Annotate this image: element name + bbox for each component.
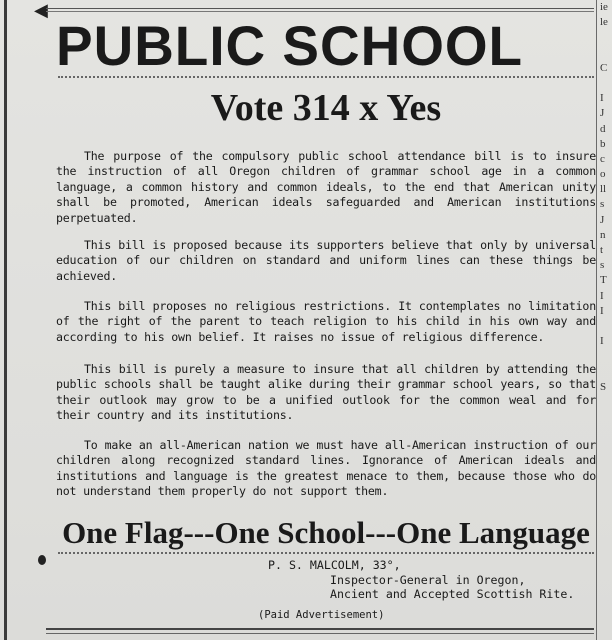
column-fragment bbox=[600, 440, 612, 455]
column-fragment bbox=[600, 562, 612, 577]
column-fragment: le bbox=[600, 16, 608, 29]
top-rule bbox=[46, 8, 594, 9]
column-fragment bbox=[600, 410, 612, 425]
signature-organization: Ancient and Accepted Scottish Rite. bbox=[330, 587, 575, 601]
top-rule-secondary bbox=[46, 11, 594, 12]
column-fragment: I bbox=[600, 304, 604, 317]
column-fragment: n bbox=[600, 228, 606, 241]
column-fragment: I bbox=[600, 289, 604, 302]
adjacent-column-fragments bbox=[600, 0, 612, 640]
column-fragment: b bbox=[600, 137, 606, 150]
column-fragment bbox=[600, 608, 612, 623]
column-fragment bbox=[600, 425, 612, 440]
paragraph-all-american: To make an all-American nation we must have all-American instruction of our children along recognized standard lines. Ignorance of American ideals and institutions and language is the greatest menace to them, because those who do not understand them properly do not support them. bbox=[56, 438, 596, 499]
column-fragment bbox=[600, 456, 612, 471]
paragraph-measure: This bill is purely a measure to insure that all children by attending the public schools shall be taught alike during their grammar school years, so that their outlook may grow to be a unified outlook for the common weal and for their country and its institutions. bbox=[56, 362, 596, 423]
column-fragment bbox=[600, 30, 612, 45]
paid-advertisement-notice: (Paid Advertisement) bbox=[258, 609, 385, 621]
column-fragment bbox=[600, 395, 612, 410]
column-fragment bbox=[600, 365, 612, 380]
column-fragment bbox=[600, 516, 612, 531]
column-fragment: s bbox=[600, 198, 605, 211]
column-fragment bbox=[600, 501, 612, 516]
column-fragment bbox=[600, 592, 612, 607]
column-fragment: C bbox=[600, 61, 608, 74]
paragraph-religion: This bill proposes no religious restrictions. It contemplates no limitation of the right of the parent to teach religion to his child in his own way and according to his own belief. It raises no issue of religious difference. bbox=[56, 299, 596, 344]
column-fragment: I bbox=[600, 92, 604, 105]
column-fragment: t bbox=[600, 244, 604, 256]
headline-divider bbox=[58, 76, 594, 78]
paragraph-proposal: This bill is proposed because its supporters believe that only by universal education of our children on standard and uniform lines can these things be achieved. bbox=[56, 238, 596, 283]
signature-name: P. S. MALCOLM, 33°, bbox=[268, 558, 401, 572]
column-fragment bbox=[600, 46, 612, 61]
column-rule bbox=[596, 0, 597, 640]
column-fragment bbox=[600, 471, 612, 486]
signature-title: Inspector-General in Oregon, bbox=[330, 573, 526, 587]
column-fragment: I bbox=[600, 335, 604, 348]
column-fragment: J bbox=[600, 107, 605, 120]
column-fragment: c bbox=[600, 152, 605, 165]
bottom-rule bbox=[46, 628, 594, 630]
slogan-divider bbox=[58, 552, 594, 554]
column-fragment bbox=[600, 349, 612, 364]
bottom-rule-secondary bbox=[46, 633, 594, 634]
column-fragment bbox=[600, 532, 612, 547]
column-fragment: ll bbox=[600, 183, 607, 196]
column-fragment bbox=[600, 76, 612, 91]
slogan: One Flag---One School---One Language bbox=[62, 515, 590, 550]
column-fragment bbox=[600, 547, 612, 562]
column-fragment bbox=[600, 577, 612, 592]
column-fragment: S bbox=[600, 380, 607, 393]
column-fragment: ie bbox=[600, 1, 608, 13]
headline: PUBLIC SCHOOL bbox=[56, 14, 524, 77]
column-fragment: d bbox=[600, 122, 606, 135]
column-fragment bbox=[600, 319, 612, 334]
paragraph-purpose: The purpose of the compulsory public school attendance bill is to insure the instruction of all Oregon children of grammar school age in a common language, a common history and common ideals, to the end that American unity shall be promoted, American ideals safeguarded and American institutions perpetuated. bbox=[56, 149, 596, 225]
column-fragment bbox=[600, 486, 612, 501]
corner-mark: ◀ bbox=[34, 0, 48, 20]
vote-subhead: Vote 314 x Yes bbox=[210, 87, 442, 129]
ink-dot bbox=[38, 555, 46, 565]
left-border bbox=[4, 0, 7, 640]
column-fragment: o bbox=[600, 168, 606, 181]
column-fragment: s bbox=[600, 259, 605, 272]
column-fragment: J bbox=[600, 213, 605, 226]
column-fragment: T bbox=[600, 274, 607, 287]
